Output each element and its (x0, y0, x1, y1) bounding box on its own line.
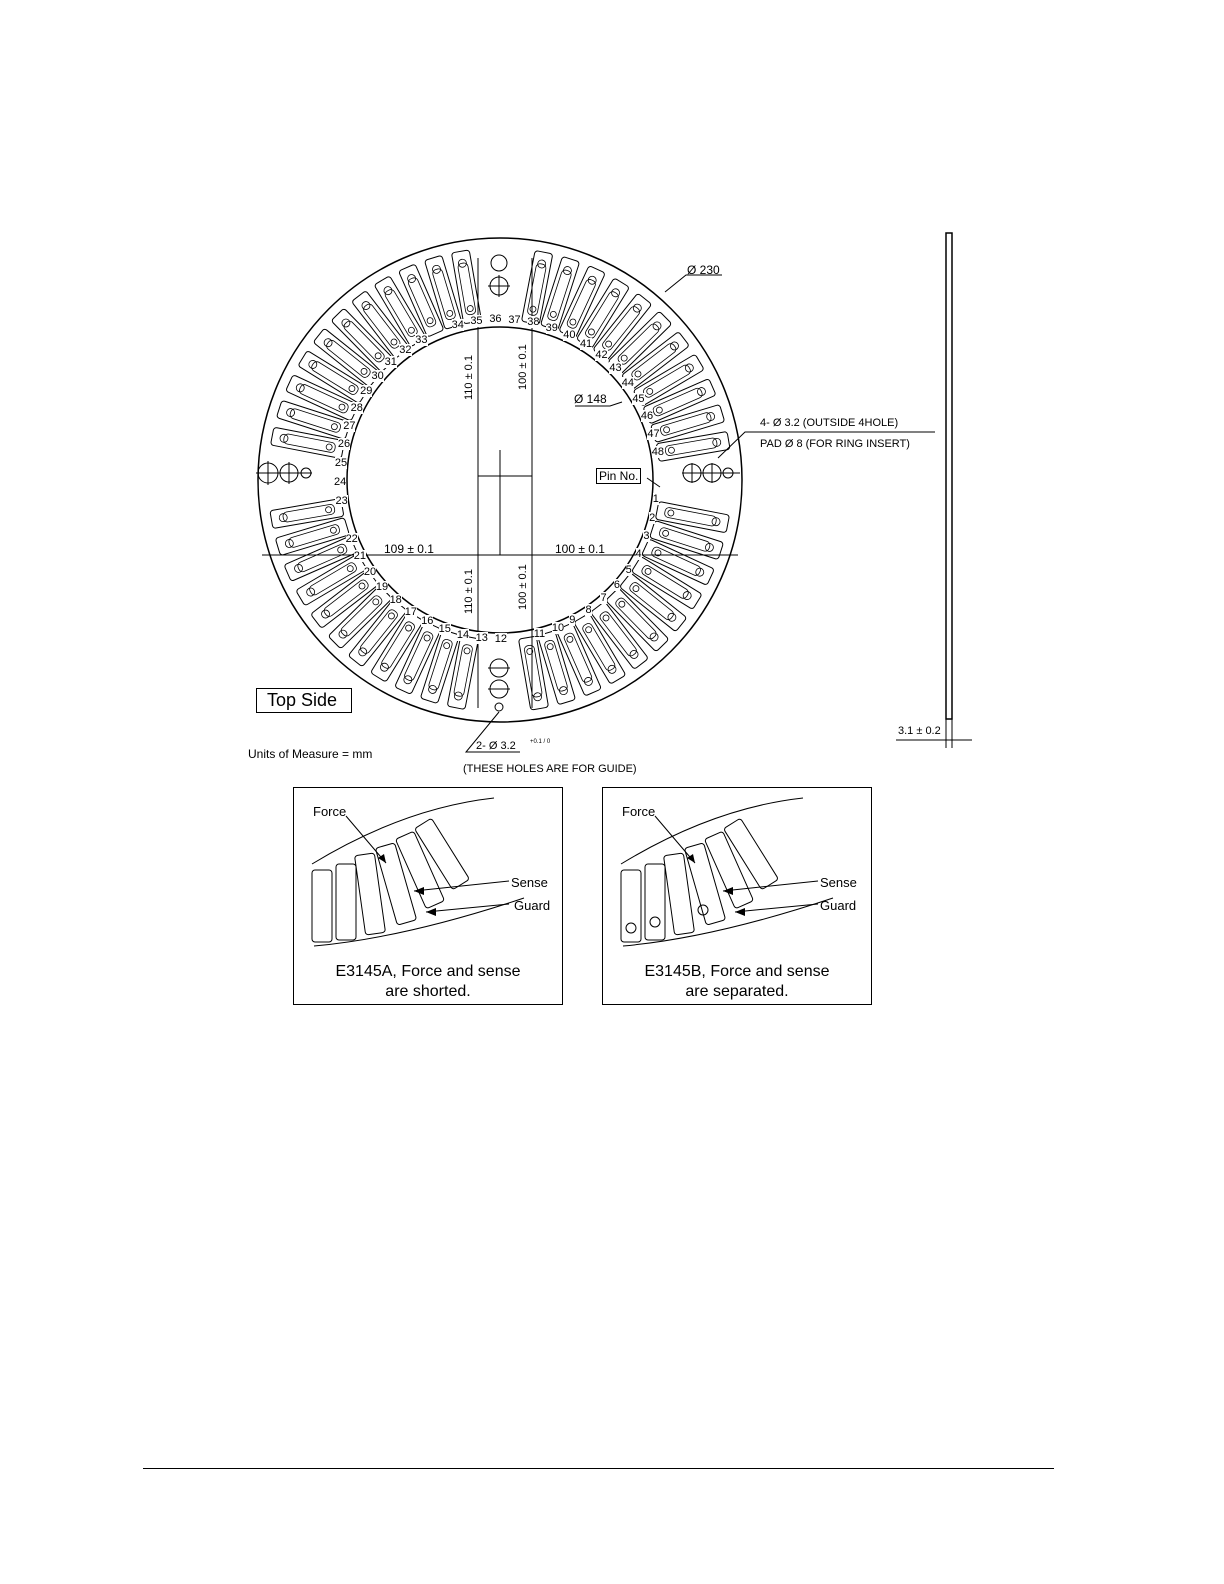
pad (270, 498, 344, 528)
pad (451, 250, 481, 324)
pin-number: 39 (545, 321, 558, 334)
pin-number: 45 (632, 392, 645, 405)
bottom-guide-holes (488, 659, 510, 711)
right-insert-holes (682, 463, 740, 483)
pin-number: 13 (475, 631, 488, 644)
pad (642, 539, 715, 586)
pin-number: 35 (470, 314, 483, 327)
pad (286, 375, 359, 422)
pin-number: 33 (415, 333, 428, 346)
pin-number: 47 (647, 427, 660, 440)
pin-number: 37 (508, 313, 521, 326)
pad (538, 631, 576, 705)
pin-number: 42 (595, 349, 608, 362)
pad (399, 264, 444, 337)
caption-line-2: are shorted. (385, 983, 471, 1000)
caption-line-1: E3145B, Force and sense (644, 963, 830, 980)
pin-number: 12 (494, 632, 507, 645)
force-label: Force (622, 804, 656, 819)
inner-diameter-label: Ø 148 (574, 392, 607, 406)
pin-number: 8 (585, 604, 592, 617)
left-insert-holes (256, 461, 312, 485)
top-side-label: Top Side (256, 688, 352, 713)
caption-line-2: are separated. (685, 983, 789, 1000)
pin-number: 46 (640, 409, 654, 422)
right-horizontal-dim: 100 ± 0.1 (555, 542, 605, 556)
pin-number: 5 (625, 563, 632, 576)
side-view-plate (946, 233, 952, 719)
pad (328, 586, 392, 649)
pin-number: 27 (343, 419, 356, 432)
pin-number: 15 (438, 623, 451, 636)
pad (518, 636, 548, 710)
sense-label: Sense (511, 875, 548, 890)
pin-number: 36 (489, 313, 502, 326)
guide-hole-label: 2- Ø 3.2 (476, 740, 516, 752)
pin-number: 19 (375, 580, 389, 593)
pad (640, 379, 716, 424)
hole-note-2: PAD Ø 8 (FOR RING INSERT) (760, 438, 910, 450)
left-horizontal-dim: 109 ± 0.1 (384, 542, 434, 556)
pin-number: 31 (384, 356, 397, 369)
pin-number: 44 (621, 376, 634, 389)
pin-number: 16 (421, 615, 434, 628)
pad (559, 266, 606, 339)
pin-number: 3 (643, 530, 650, 543)
inset-e3145b (602, 787, 872, 1005)
pin-number: 11 (533, 627, 546, 640)
guide-tolerance: +0.1 / 0 (530, 739, 551, 745)
outer-dim-leader (665, 275, 722, 292)
pin-number: 41 (579, 338, 593, 351)
sense-label: Sense (820, 875, 857, 890)
pad (395, 622, 442, 695)
pin-number: 20 (363, 566, 377, 579)
caption-line-1: E3145A, Force and sense (335, 963, 521, 980)
top-left-vertical-dim: 110 ± 0.1 (463, 355, 475, 400)
force-label: Force (313, 804, 347, 819)
pin-number: 21 (353, 549, 366, 562)
pin-number: 24 (334, 475, 347, 488)
pad (606, 588, 669, 652)
pad (275, 518, 349, 556)
guide-note: (THESE HOLES ARE FOR GUIDE) (463, 763, 637, 775)
top-guide-holes (488, 255, 510, 297)
thickness-dim: 3.1 ± 0.2 (898, 725, 941, 737)
pin-number: 2 (649, 512, 656, 525)
pin-number: 32 (399, 344, 412, 357)
pin-number: 38 (527, 316, 540, 329)
guard-label: Guard (514, 898, 551, 913)
top-right-vertical-dim: 100 ± 0.1 (517, 344, 529, 390)
pin-number: 28 (350, 401, 363, 414)
pin-number: 23 (335, 494, 348, 507)
pin-number: 7 (600, 592, 607, 605)
pin-number: 17 (404, 605, 417, 618)
pin-number: 4 (635, 547, 642, 560)
pin-number: 30 (371, 370, 384, 383)
pin-number: 10 (551, 622, 565, 635)
pin-number: 34 (451, 318, 464, 331)
pin-number: 29 (360, 385, 373, 398)
pin-number: 6 (613, 578, 621, 591)
pin-number: 1 (652, 493, 659, 506)
pin-number: 43 (609, 362, 622, 375)
units-label: Units of Measure = mm (248, 747, 373, 761)
pin-number: 48 (651, 446, 664, 459)
pin-number: 14 (456, 628, 470, 641)
pin-number: 26 (337, 437, 351, 450)
pad (651, 404, 725, 442)
pin-number: 22 (345, 532, 358, 545)
pin-number: 25 (334, 456, 348, 469)
outer-diameter-label: Ø 230 (687, 263, 720, 277)
pin-number-label: Pin No. (596, 468, 641, 484)
pin-number: 18 (389, 594, 402, 607)
pin-number: 9 (569, 614, 576, 627)
bottom-right-vertical-dim: 100 ± 0.1 (517, 564, 529, 610)
guard-label: Guard (820, 898, 857, 913)
pin-number: 40 (563, 328, 576, 341)
bottom-left-vertical-dim: 110 ± 0.1 (463, 569, 475, 614)
hole-note-1: 4- Ø 3.2 (OUTSIDE 4HOLE) (760, 417, 899, 429)
footer-rule (143, 1468, 1054, 1469)
inset-e3145a (293, 787, 563, 1005)
